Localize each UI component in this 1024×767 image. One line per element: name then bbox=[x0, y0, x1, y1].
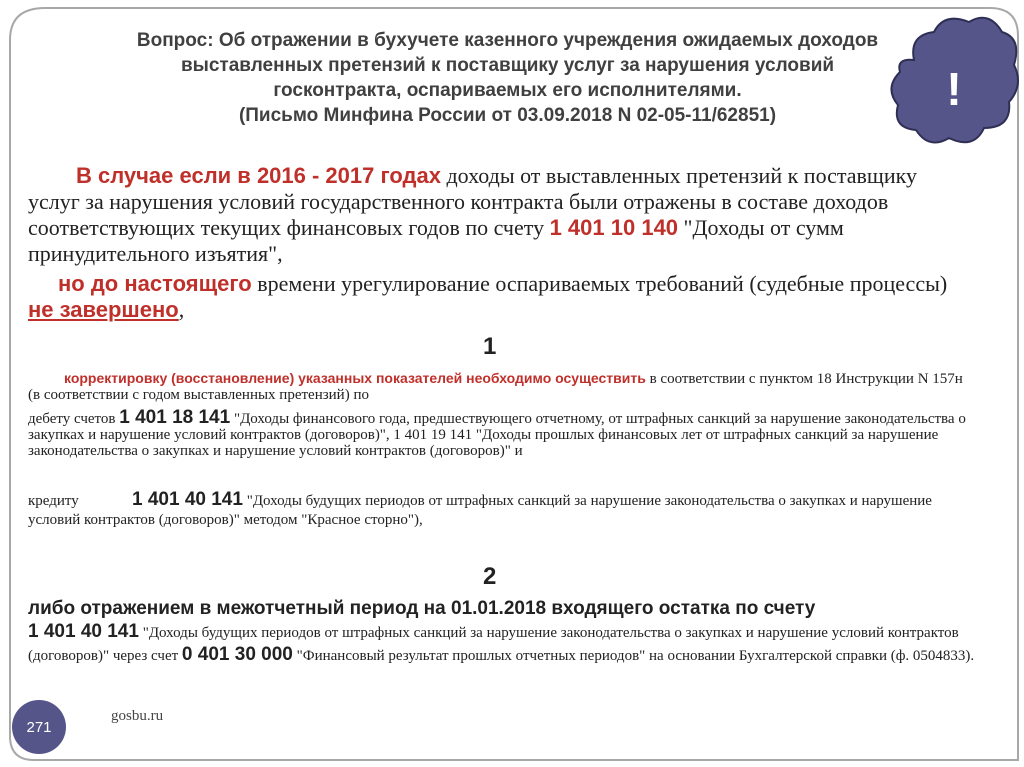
highlight-until-now: но до настоящего bbox=[58, 271, 252, 296]
credit-account: 1 401 40 141 bbox=[132, 489, 243, 510]
para2-text-1: времени урегулирование оспариваемых требований (судебные процессы) bbox=[251, 271, 948, 296]
step-2-account-2: 0 401 30 000 bbox=[181, 644, 293, 665]
paragraph-1 bbox=[28, 163, 948, 267]
step-2-text-2: "Финансовый результат прошлых отчетных периодов" на основании Бухгалтерской справки (ф. 0504833). bbox=[292, 648, 975, 664]
title-line-2: выставленных претензий к поставщику услуг за нарушения условий bbox=[180, 55, 835, 76]
para1-text-2: "Доходы от сумм принудительного изъятия", bbox=[28, 215, 844, 266]
debit-text: "Доходы финансового года, предшествующего отчетному, от штрафных санкций за нарушение законодательства о закупках и нарушение условий контрактов (договоров)", 1 401 19 141 "Доходы прошлых финансовых лет от штрафных санкций за нарушение законодательства о закупках и нарушение условий контрактов (договоров)" и bbox=[28, 411, 966, 459]
site-name: gosbu.ru bbox=[111, 708, 164, 724]
step-2-number: 2 bbox=[483, 563, 497, 590]
page-number-badge: 271 bbox=[12, 700, 66, 754]
step-1-number: 1 bbox=[483, 333, 497, 360]
title-line-3: госконтракта, оспариваемых его исполнителями. bbox=[273, 80, 742, 101]
step-1-text: в соответствии с пунктом 18 Инструкции N 157н (в соответствии с годом выставленных претензий) по bbox=[28, 371, 963, 403]
paragraph-2 bbox=[28, 271, 948, 323]
account-1-401-10-140: 1 401 10 140 bbox=[549, 215, 679, 240]
step-2-account: 1 401 40 141 bbox=[28, 621, 139, 642]
title-line-4: (Письмо Минфина России от 03.09.2018 N 02-05-11/62851) bbox=[238, 105, 777, 126]
step-2-text-1: "Доходы будущих периодов от штрафных санкций за нарушение законодательства о закупках и нарушение условий контрактов (договоров)" через счет bbox=[28, 625, 959, 664]
title-line-1: Вопрос: Об отражении в бухучете казенного учреждения ожидаемых доходов bbox=[136, 30, 879, 51]
credit-block bbox=[28, 490, 978, 530]
step-1-red-text: корректировку (восстановление) указанных показателей необходимо осуществить bbox=[64, 370, 646, 386]
exclamation-icon: ! bbox=[946, 63, 962, 115]
para2-comma: , bbox=[178, 297, 185, 322]
credit-label: кредиту bbox=[28, 493, 79, 509]
debit-account: 1 401 18 141 bbox=[119, 407, 231, 428]
highlight-years: В случае если в 2016 - 2017 годах bbox=[76, 163, 441, 188]
step-2-block bbox=[28, 598, 988, 667]
exclamation-cloud-icon bbox=[884, 10, 1024, 150]
not-completed: не завершено bbox=[28, 297, 179, 322]
debit-block bbox=[28, 407, 978, 459]
step-2-bold: либо отражением в межотчетный период на 01.01.2018 входящего остатка по счету bbox=[28, 598, 816, 619]
debit-label: дебету счетов bbox=[28, 411, 120, 427]
step-1-intro bbox=[28, 370, 978, 403]
slide-title bbox=[20, 28, 995, 128]
credit-text: "Доходы будущих периодов от штрафных санкций за нарушение законодательства о закупках и нарушение условий контрактов (договоров)" методом "Красное сторно"), bbox=[28, 493, 932, 528]
para1-text-1: доходы от выставленных претензий к поставщику услуг за нарушения условий государственного контракта были отражены в составе доходов соответствующих текущих финансовых годов по счету bbox=[28, 163, 918, 240]
